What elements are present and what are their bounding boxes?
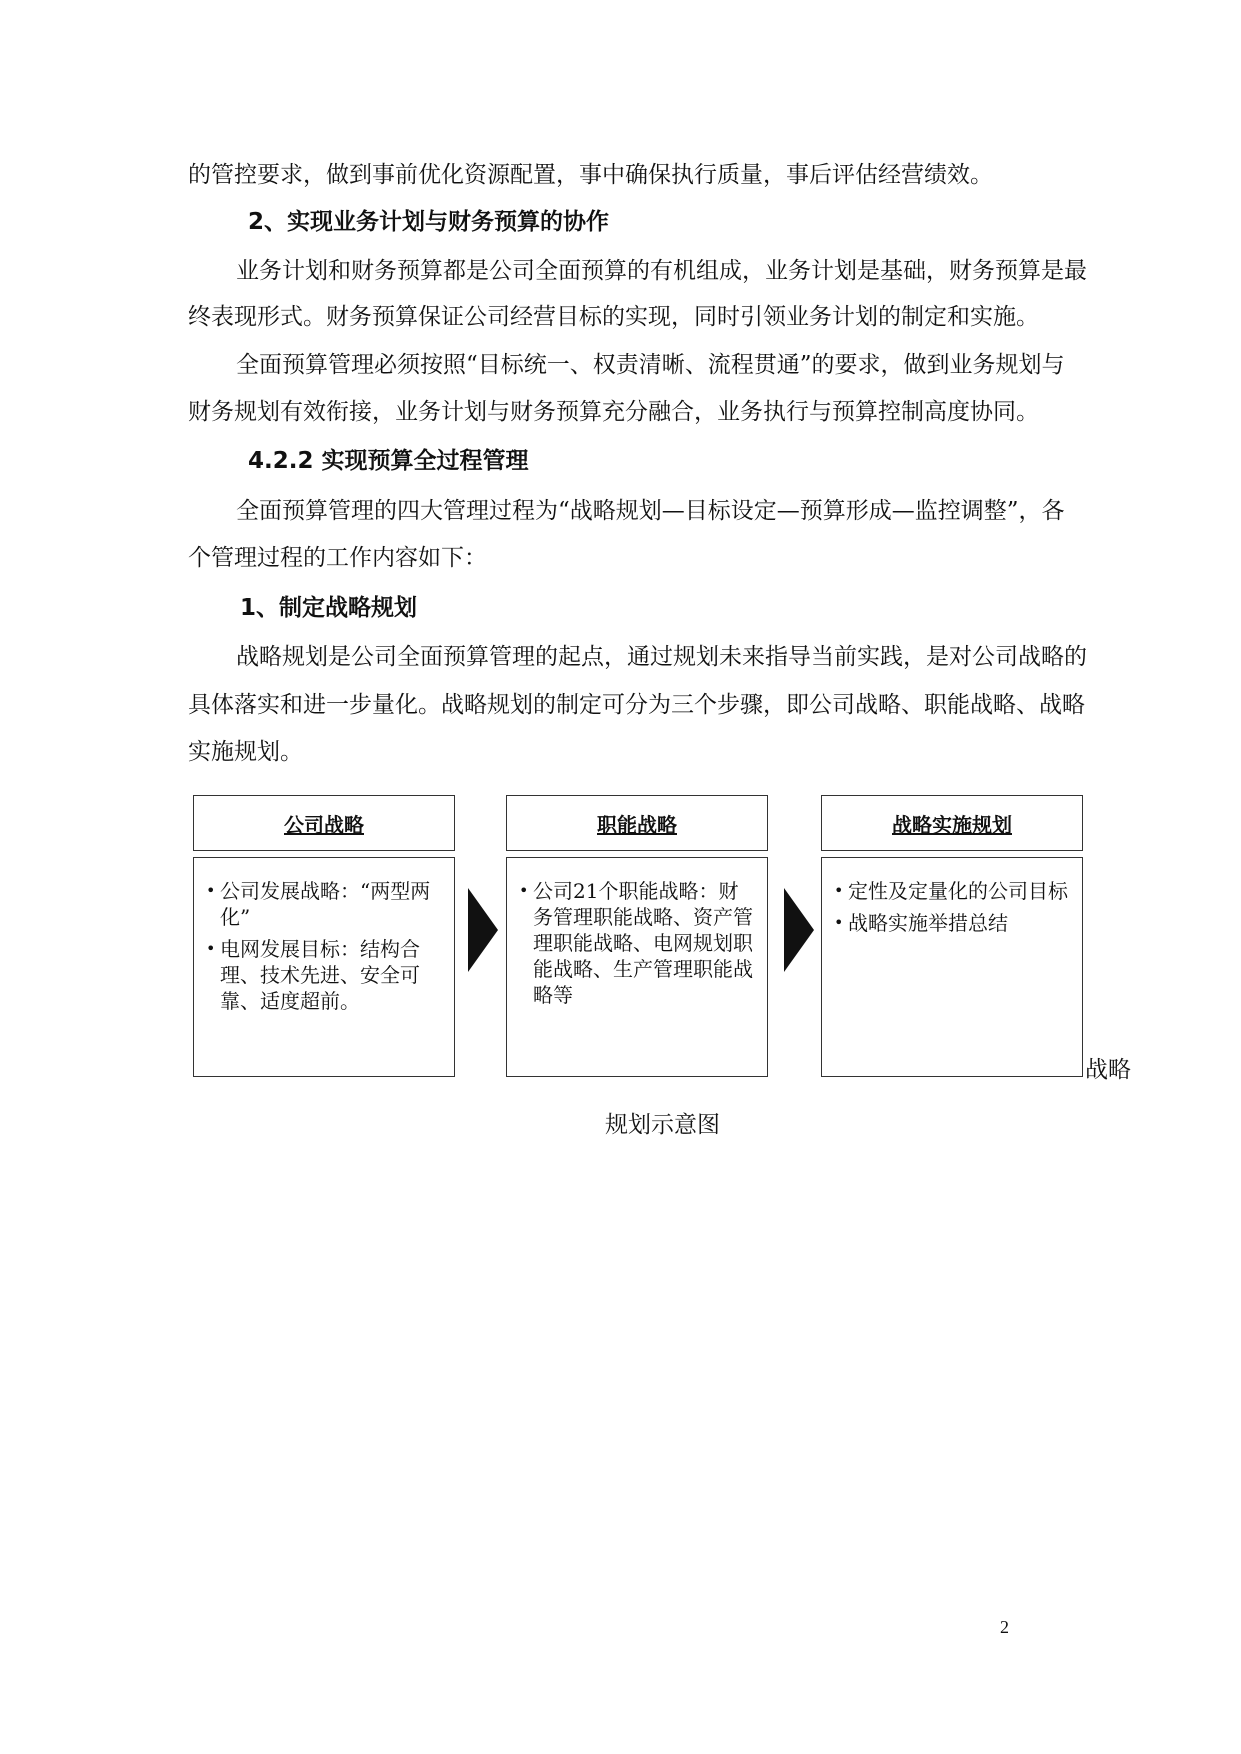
bullet-item: [206, 878, 440, 930]
figure-caption-part1: 战略: [1085, 1057, 1131, 1083]
company-strategy-title: 公司战略: [284, 812, 364, 837]
paragraph-line: 终表现形式。财务预算保证公司经营目标的实现，同时引领业务计划的制定和实施。: [188, 304, 1039, 330]
bullet-text: 公司发展战略：“两型两化”: [220, 879, 431, 929]
bullet-text: 公司21个职能战略：财务管理职能战略、资产管理职能战略、电网规划职能战略、生产管理职能战略等: [533, 879, 753, 1007]
bullet-text: 定性及定量化的公司目标: [848, 879, 1068, 903]
page-number: 2: [1000, 1617, 1009, 1637]
bullet-item: [834, 878, 1068, 904]
company-strategy-content-box: [193, 857, 455, 1077]
functional-strategy-title: 职能战略: [597, 812, 677, 837]
bullet-dot: •: [206, 939, 216, 958]
paragraph-line: 全面预算管理的四大管理过程为“战略规划—目标设定—预算形成—监控调整”，各: [236, 498, 1065, 524]
bullet-item: [834, 910, 1068, 936]
bullet-dot: •: [206, 881, 216, 900]
bullet-dot: •: [834, 913, 844, 932]
bullet-text: 战略实施举措总结: [848, 911, 1008, 935]
section-heading: 1、制定战略规划: [240, 595, 418, 621]
paragraph-line: 财务规划有效衔接，业务计划与财务预算充分融合，业务执行与预算控制高度协同。: [188, 399, 1039, 425]
section-heading: 4.2.2 实现预算全过程管理: [248, 448, 529, 474]
implementation-plan-title-box: [821, 795, 1083, 851]
bullet-item: [519, 878, 753, 1008]
company-strategy-title-box: [193, 795, 455, 851]
figure-caption-part2: 规划示意图: [605, 1112, 720, 1138]
paragraph-line: 全面预算管理必须按照“目标统一、权责清晰、流程贯通”的要求，做到业务规划与: [236, 352, 1065, 378]
functional-strategy-content-box: [506, 857, 768, 1077]
bullet-dot: •: [834, 881, 844, 900]
bullet-text: 电网发展目标：结构合理、技术先进、安全可靠、适度超前。: [220, 937, 420, 1013]
section-heading: 2、实现业务计划与财务预算的协作: [248, 209, 610, 235]
paragraph-line: 实施规划。: [188, 739, 303, 765]
arrow-right-icon: [784, 888, 814, 972]
paragraph-line: 业务计划和财务预算都是公司全面预算的有机组成，业务计划是基础，财务预算是最: [236, 258, 1087, 284]
paragraph-line: 战略规划是公司全面预算管理的起点，通过规划未来指导当前实践，是对公司战略的: [236, 644, 1087, 670]
paragraph-line: 个管理过程的工作内容如下：: [188, 545, 487, 571]
bullet-item: [206, 936, 440, 1014]
functional-strategy-title-box: [506, 795, 768, 851]
arrow-right-icon: [468, 888, 498, 972]
bullet-dot: •: [519, 881, 529, 900]
implementation-plan-content-box: [821, 857, 1083, 1077]
implementation-plan-title: 战略实施规划: [892, 812, 1012, 837]
paragraph-line: 具体落实和进一步量化。战略规划的制定可分为三个步骤，即公司战略、职能战略、战略: [188, 692, 1085, 718]
paragraph-line: 的管控要求，做到事前优化资源配置，事中确保执行质量，事后评估经营绩效。: [188, 162, 993, 188]
